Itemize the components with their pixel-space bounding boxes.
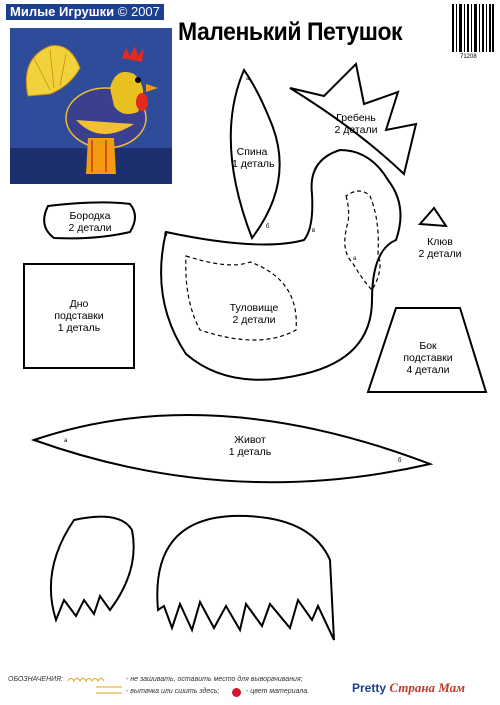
beard-label: Бородка 2 детали <box>68 210 112 234</box>
brand-year: 2007 <box>130 4 160 19</box>
body-piece-outline <box>161 150 400 380</box>
back-label: Спина 1 деталь <box>232 146 275 170</box>
footer-brand: Pretty Страна Мам <box>352 680 466 695</box>
mark-b: б <box>266 224 270 230</box>
page-title: Маленький Петушок <box>178 18 403 46</box>
bottom-label: Дно подставки 1 деталь <box>54 298 104 334</box>
mark-a: а <box>64 438 68 444</box>
legend-row-3: - цвет материала. <box>246 688 310 695</box>
mark-a: а <box>353 256 357 262</box>
legend-row-1: - не зашивать, оставить место для выворачивания; <box>126 676 303 683</box>
brand-name: Милые Игрушки <box>10 4 115 19</box>
legend-row-2: - вытачка или сшить здесь; <box>126 688 220 695</box>
legend-heading: ОБОЗНАЧЕНИЯ: <box>8 676 63 683</box>
legend-color-sample <box>232 688 241 697</box>
belly-label: Живот 1 деталь <box>228 434 272 458</box>
mark-b: б <box>164 232 168 238</box>
body-wing-dashed <box>186 256 297 340</box>
comb-label: Гребень 2 детали <box>334 112 378 136</box>
copyright-sign: © <box>117 4 128 19</box>
mark-v: в <box>312 228 316 234</box>
body-label: Туловище 2 детали <box>229 302 279 326</box>
tail-left-outline <box>51 517 134 620</box>
side-label: Бок подставки 4 детали <box>403 340 453 376</box>
beak-piece-outline <box>420 208 446 226</box>
beak-label: Клюв 2 детали <box>418 236 462 260</box>
legend-symbols <box>66 675 124 697</box>
barcode-number: 71208 <box>460 54 477 60</box>
red-dot-icon <box>232 688 241 697</box>
mark-b: б <box>398 458 402 464</box>
tail-right-outline <box>157 516 334 640</box>
mark-a: а <box>246 76 250 82</box>
